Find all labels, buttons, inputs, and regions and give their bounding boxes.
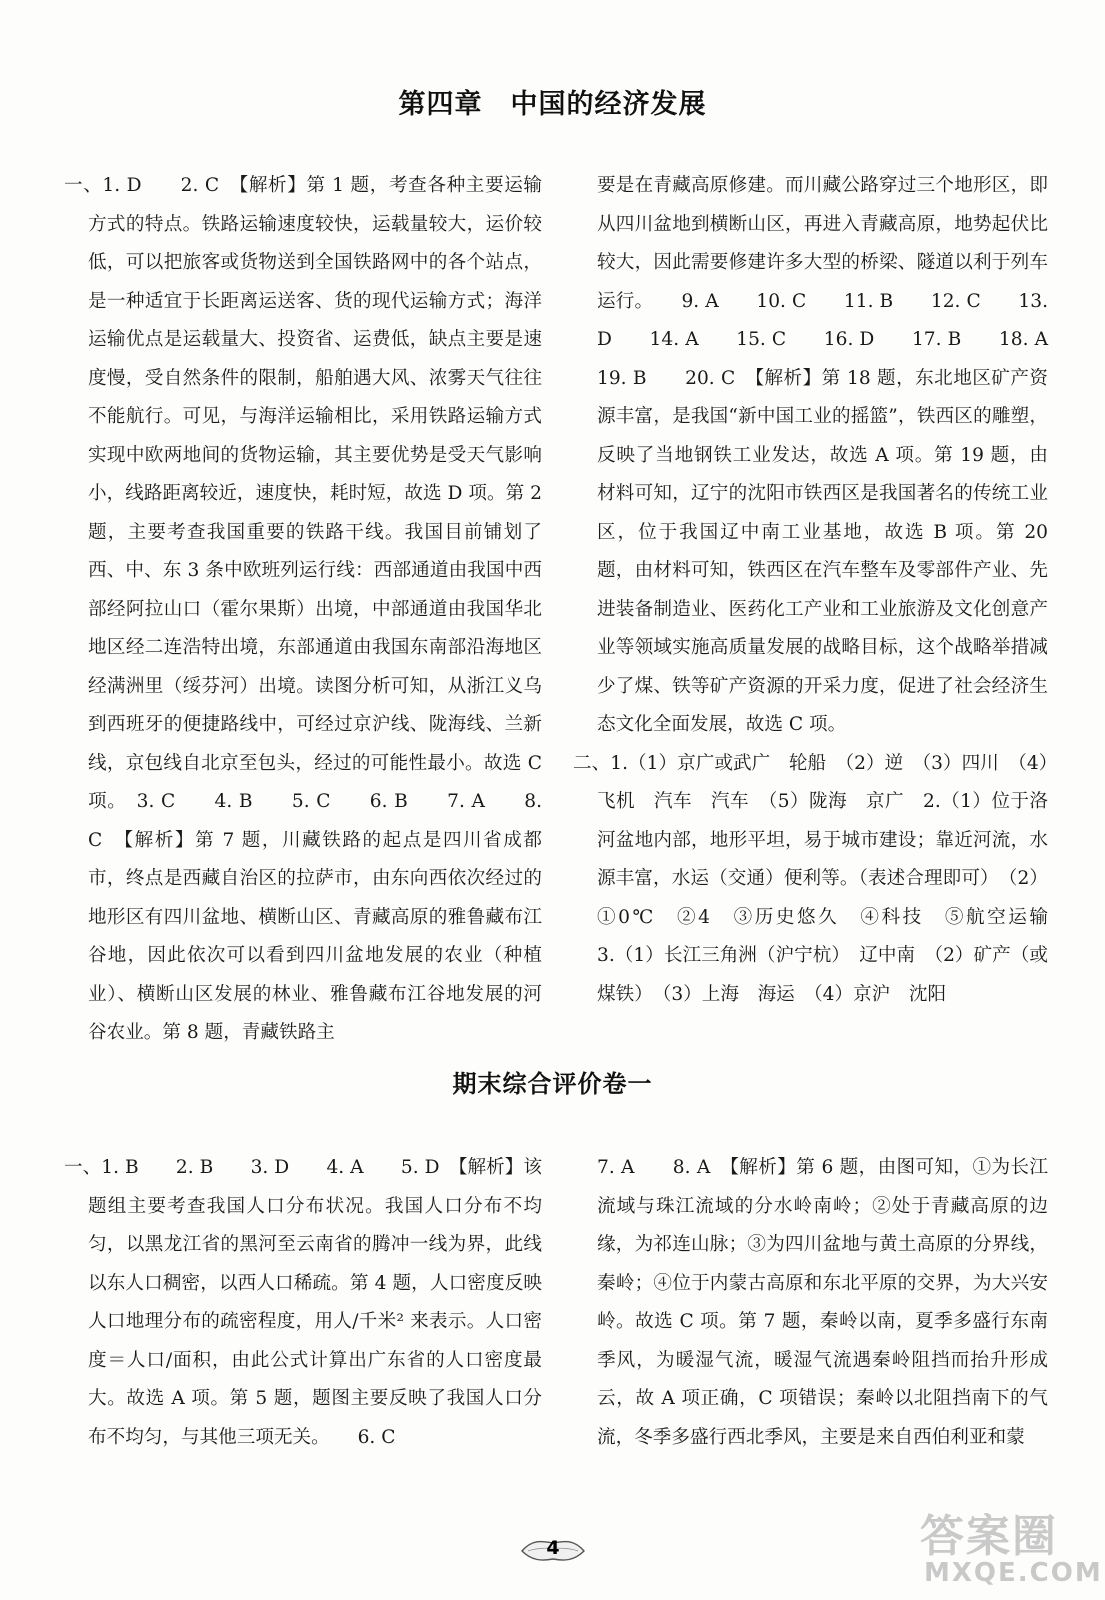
watermark [920, 1500, 1103, 1595]
answer-paragraph: 7. A 8. A 【解析】第 6 题，由图可知，①为长江流域与珠江流域的分水岭南岭；②处于青藏高原的边缘，为祁连山脉；③为四川盆地与黄土高原的分界线，秦岭；④位于内蒙古高原和东北平原的交界，为大兴安岭。故选 C 项。第 7 题，秦岭以南，夏季多盛行东南季风，为暖湿气流，暖湿气流遇秦岭阻挡而抬升形成云，故 A 项正确，C 项错误；秦岭以北阻挡南下的气流，冬季多盛行西北季风，主要是来自西伯利亚和蒙 [597, 1157, 1048, 1448]
exam-title: 期末综合评价卷一 [452, 1070, 653, 1098]
answer-column-left [64, 1149, 542, 1457]
answer-paragraph: 要是在青藏高原修建。而川藏公路穿过三个地形区，即从四川盆地到横断山区，再进入青藏高原，地势起伏比较大，因此需要修建许多大型的桥梁、隧道以利于列车运行。 9. A 10. C 11. B 12. C 13. D 14. A 15. C 16. D 17. B 18. A 19. B 20. C 【解析】第 18 题，东北地区矿产资源丰富，是我国“新中国工业的摇篮”，铁西区的雕塑，反映了当地钢铁工业发达，故选 A 项。第 19 题，由材料可知，辽宁的沈阳市铁西区是我国著名的传统工业区，位于我国辽中南工业基地，故选 B 项。第 20 题，由材料可知，铁西区在汽车整车及零部件产业、先进装备制造业、医药化工产业和工业旅游及文化创意产业等领域实施高质量发展的战略目标，这个战略举措减少了煤、铁等矿产资源的开采力度，促进了社会经济生态文化全面发展，故选 C 项。 [597, 175, 1086, 735]
watermark-url: MXQE.COM [924, 1558, 1103, 1588]
answer-column-right [573, 1149, 1048, 1457]
answer-column-left [64, 167, 542, 1053]
page-number: 4 [546, 1537, 560, 1559]
page-number-badge [518, 1535, 588, 1565]
answer-paragraph: 一、1. B 2. B 3. D 4. A 5. D 【解析】该题组主要考查我国人口分布状况。我国人口分布不均匀，以黑龙江省的黑河至云南省的腾冲一线为界，此线以东人口稠密，以西人口稀疏。第 4 题，人口密度反映人口地理分布的疏密程度，用人/千米² 来表示。人口密度＝人口/面积，由此公式计算出广东省的人口密度最大。故选 A 项。第 5 题，题图主要反映了我国人口分布不均匀，与其他三项无关。 6. C [64, 1157, 542, 1448]
answer-paragraph: 二、1.（1）京广或武广 轮船 （2）逆 （3）四川 （4）飞机 汽车 汽车 （5）陇海 京广 2.（1）位于洛河盆地内部，地形平坦，易于城市建设；靠近河流，水源丰富，水运（交通）便利等。（表述合理即可） （2）①0℃ ②4 ③历史悠久 ④科技 ⑤航空运输 3.（1）长江三角洲（沪宁杭） 辽中南 （2）矿产（或煤铁） （3）上海 海运 （4）京沪 沈阳 [573, 752, 1086, 1005]
answer-paragraph: 一、1. D 2. C 【解析】第 1 题，考查各种主要运输方式的特点。铁路运输速度较快，运载量较大，运价较低，可以把旅客或货物送到全国铁路网中的各个站点，是一种适宜于长距离运送客、货的现代运输方式；海洋运输优点是运载量大、投资省、运费低，缺点主要是速度慢，受自然条件的限制，船舶遇大风、浓雾天气往往不能航行。可见，与海洋运输相比，采用铁路运输方式实现中欧两地间的货物运输，其主要优势是受天气影响小，线路距离较近，速度快，耗时短，故选 D 项。第 2 题，主要考查我国重要的铁路干线。我国目前铺划了西、中、东 3 条中欧班列运行线：西部通道由我国中西部经阿拉山口（霍尔果斯）出境，中部通道由我国华北地区经二连浩特出境，东部通道由我国东南部沿海地区经满洲里（绥芬河）出境。读图分析可知，从浙江义乌到西班牙的便捷路线中，可经过京沪线、陇海线、兰新线，京包线自北京至包头，经过的可能性最小。故选 C 项。 3. C 4. B 5. C 6. B 7. A 8. C 【解析】第 7 题，川藏铁路的起点是四川省成都市，终点是西藏自治区的拉萨市，由东向西依次经过的地形区有四川盆地、横断山区、青藏高原的雅鲁藏布江谷地，因此依次可以看到四川盆地发展的农业（种植业）、横断山区发展的林业、雅鲁藏布江谷地发展的河谷农业。第 8 题，青藏铁路主 [64, 175, 542, 1043]
chapter-title: 第四章 中国的经济发展 [398, 89, 707, 120]
watermark-logo: 答案圈 [920, 1511, 1058, 1562]
answer-column-right [573, 167, 1086, 1014]
